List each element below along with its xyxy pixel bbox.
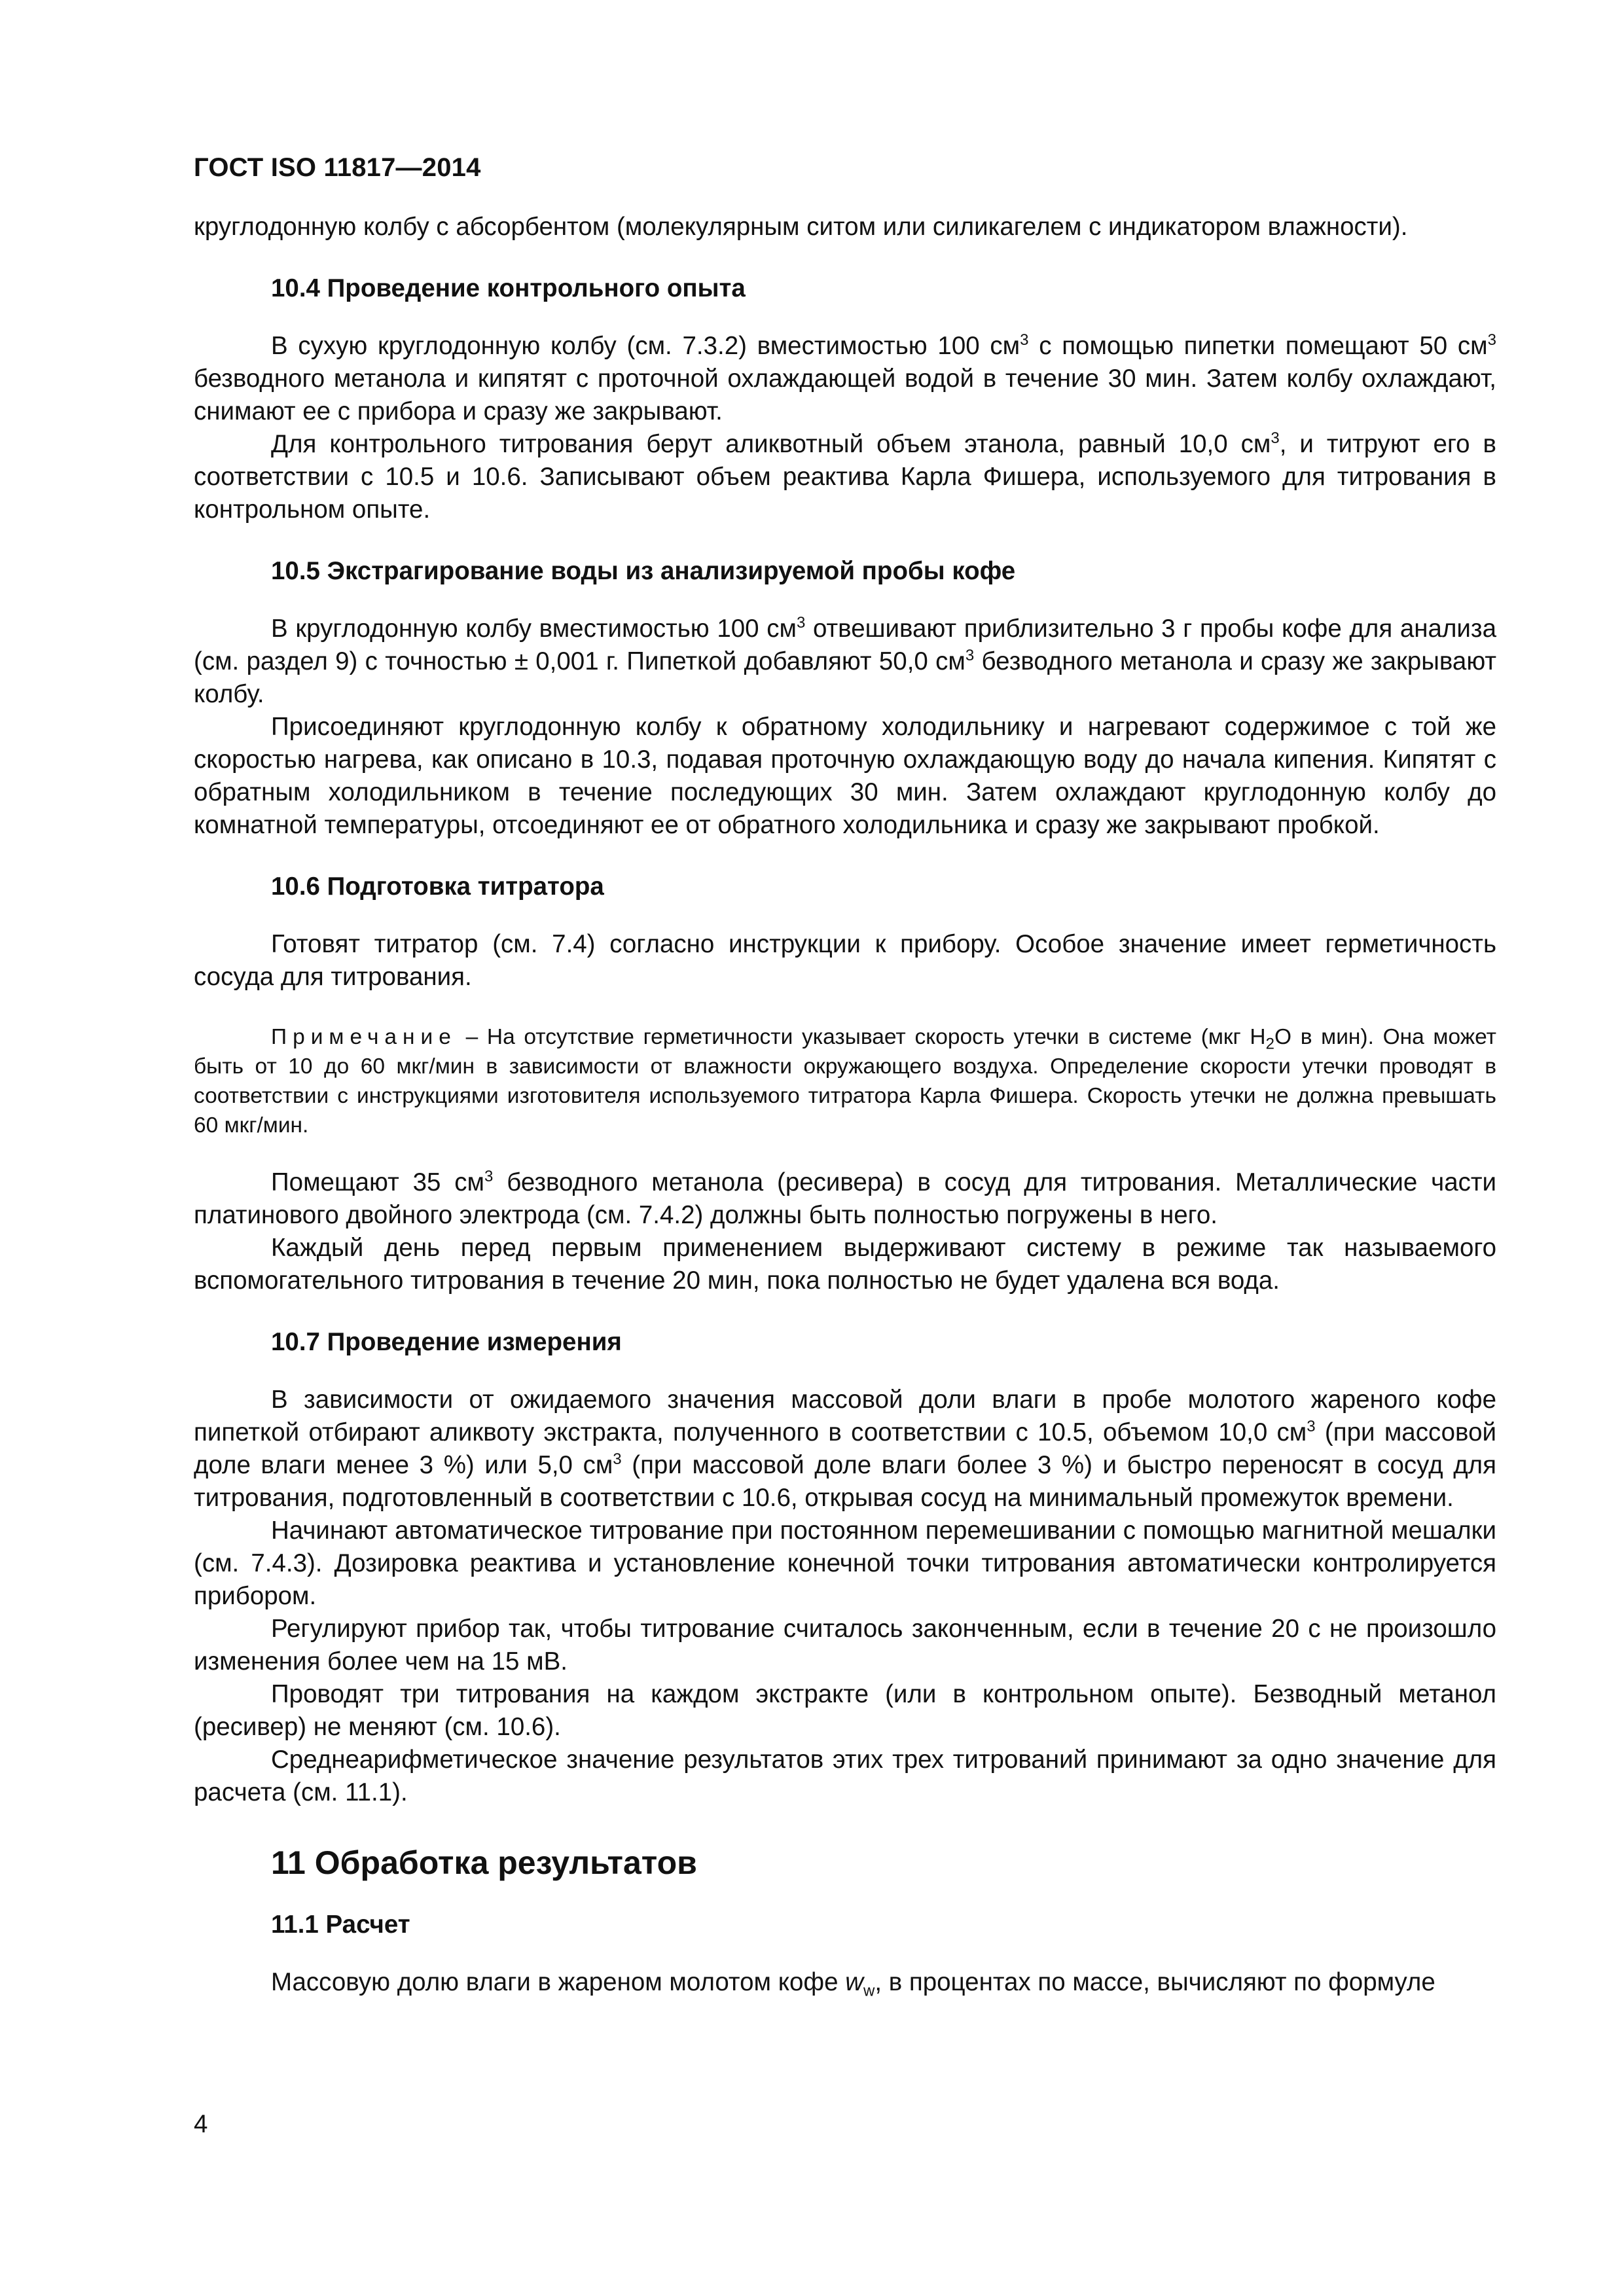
section-10-4-paragraph-2: Для контрольного титрования берут аликвотный объем этанола, равный 10,0 $см^3$, и титруют его в соответствии с 10.5 и 10.6. Записывают объем реактива Карла Фишера, используемого для титрования в контрольном опыте.: [194, 429, 1496, 524]
section-11-1-title: 11.1 Расчет: [271, 1910, 410, 1939]
section-10-7-paragraph-5: Среднеарифметическое значение результатов этих трех титрований принимают за одно значение для расчета (см. 11.1).: [194, 1746, 1496, 1806]
page-number: 4: [194, 2110, 208, 2138]
section-10-5-paragraph-2: Присоединяют круглодонную колбу к обратному холодильнику и нагревают содержимое с той же скоростью нагрева, как описано в 10.3, подавая проточную охлаждающую воду до начала кипения. Кипятят с обратным холодильником в течение последующих 30 мин. Затем охлаждают круглодонную колбу до комнатной температуры, отсоединяют ее от обратного холодильника и сразу же закрывают пробкой.: [194, 713, 1496, 839]
section-10-7-paragraph-1: В зависимости от ожидаемого значения массовой доли влаги в пробе молотого жареного кофе пипеткой отбирают аликвоту экстракта, полученного в соответствии с 10.5, объемом 10,0 $см^3$ (при массовой доле влаги менее 3 %) или 5,0 $см^3$ (при массовой доле влаги более 3 %) и быстро переносят в сосуд для титрования, подготовленный в соответствии с 10.6, открывая сосуд на минимальный промежуток времени.: [194, 1386, 1496, 1512]
section-11-1-paragraph-1: Массовую долю влаги в жареном молотом кофе $w_w$, в процентах по массе, вычисляют по формуле: [271, 1968, 1435, 2000]
page-content: [194, 152, 1496, 1999]
section-10-7-title: 10.7 Проведение измерения: [271, 1328, 622, 1356]
section-10-6-title: 10.6 Подготовка титратора: [271, 872, 604, 901]
section-10-6-paragraph-3: Каждый день перед первым применением выдерживают систему в режиме так называемого вспомогательного титрования в течение 20 мин, пока полностью не будет удалена вся вода.: [194, 1234, 1496, 1295]
section-10-5-title: 10.5 Экстрагирование воды из анализируемой пробы кофе: [271, 557, 1016, 585]
intro-continuation: круглодонную колбу с абсорбентом (молекулярным ситом или силикагелем с индикатором влажности).: [194, 213, 1408, 241]
section-10-7-paragraph-2: Начинают автоматическое титрование при постоянном перемешивании с помощью магнитной мешалки (см. 7.4.3). Дозировка реактива и установление конечной точки титрования автоматически контролируется прибором.: [194, 1516, 1496, 1610]
section-10-5-paragraph-1: В круглодонную колбу вместимостью 100 $см^3$ отвешивают приблизительно 3 г пробы кофе для анализа (см. раздел 9) с точностью ± 0,001 г. Пипеткой добавляют 50,0 $см^3$ безводного метанола и сразу же закрывают колбу.: [194, 614, 1497, 708]
note-text: Примечание – На отсутствие герметичности указывает скорость утечки в системе (мкг $H_2O$ в мин). Она может быть от 10 до 60 мкг/мин в зависимости от влажности окружающего воздуха. Определение скорости утечки проводят в соответствии с инструкциями изготовителя используемого титратора Карла Фишера. Скорость утечки не должна превышать 60 мкг/мин.: [194, 1025, 1496, 1138]
moisture-variable: w: [845, 1968, 863, 1996]
section-10-4-paragraph-1: В сухую круглодонную колбу (см. 7.3.2) вместимостью 100 $см^3$ с помощью пипетки помещают 50 $см^3$ безводного метанола и кипятят с проточной охлаждающей водой в течение 30 мин. Затем колбу охлаждают, снимают ее с прибора и сразу же закрывают.: [194, 331, 1496, 425]
section-10-4-title: 10.4 Проведение контрольного опыта: [271, 274, 746, 302]
standard-code-header: ГОСТ ISO 11817—2014: [194, 153, 481, 182]
note-label: Примечание: [271, 1025, 457, 1049]
section-10-6-paragraph-1: Готовят титратор (см. 7.4) согласно инструкции к прибору. Особое значение имеет герметичность сосуда для титрования.: [194, 930, 1496, 991]
note-block: [194, 1022, 1496, 1140]
section-10-6-paragraph-2: Помещают 35 $см^3$ безводного метанола (ресивера) в сосуд для титрования. Металлические части платинового двойного электрода (см. 7.4.2) должны быть полностью погружены в него.: [194, 1168, 1497, 1229]
section-10-7-paragraph-4: Проводят три титрования на каждом экстракте (или в контрольном опыте). Безводный метанол (ресивер) не меняют (см. 10.6).: [194, 1680, 1496, 1741]
section-11-title: 11 Обработка результатов: [271, 1844, 697, 1881]
section-10-7-paragraph-3: Регулируют прибор так, чтобы титрование считалось законченным, если в течение 20 с не произошло изменения более чем на 15 мВ.: [194, 1615, 1496, 1676]
